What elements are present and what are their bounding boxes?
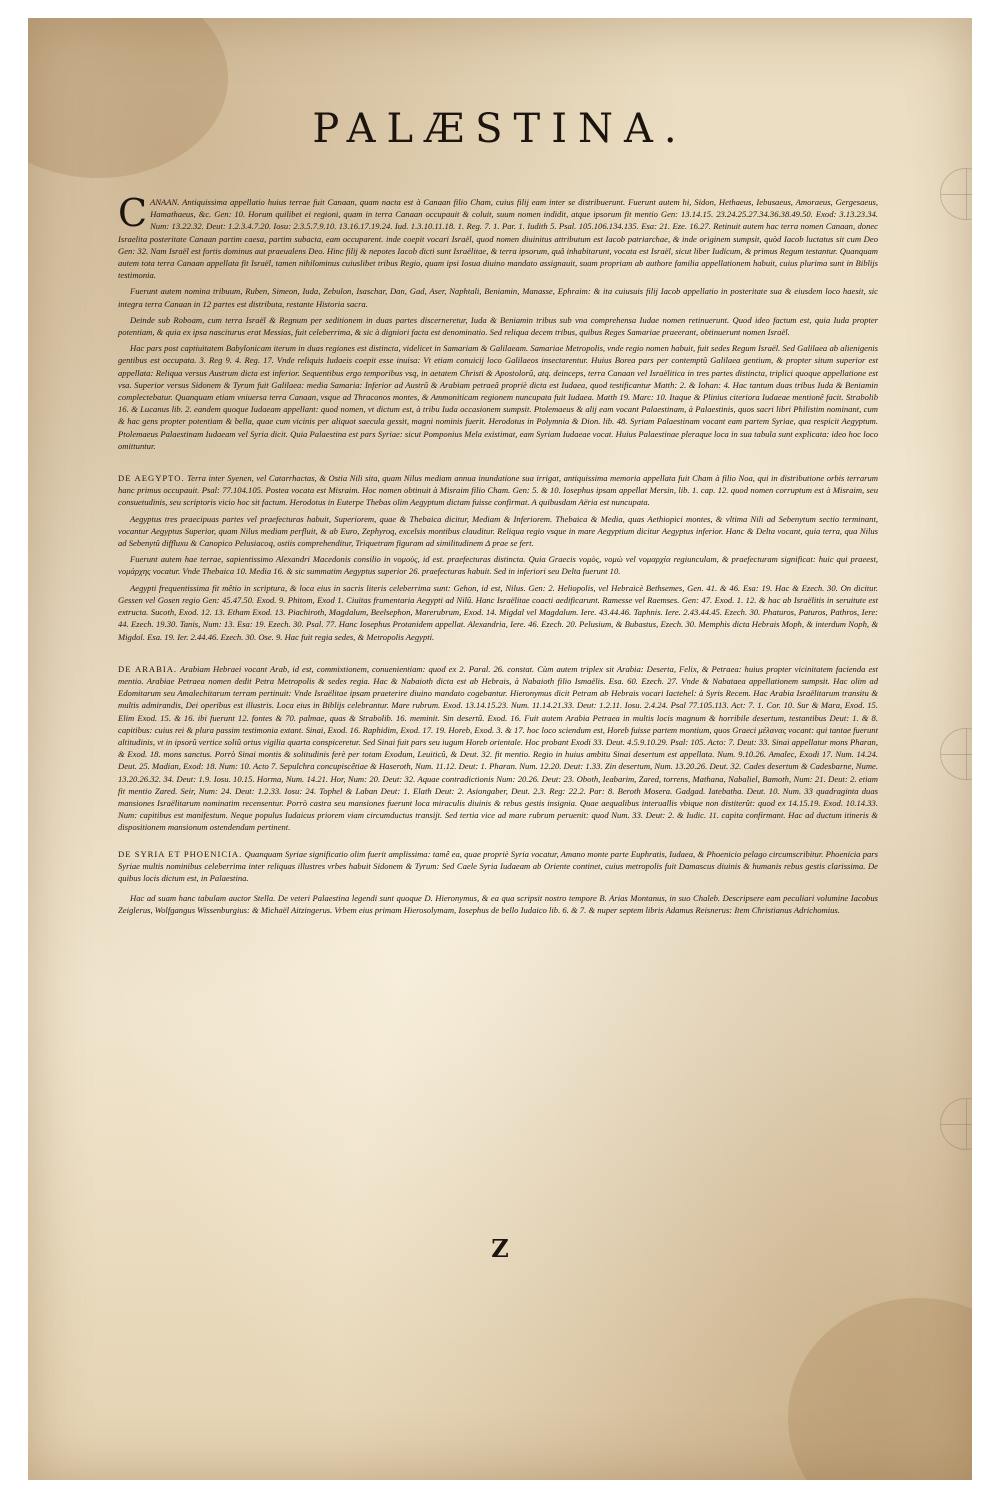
section-paragraph: Terra inter Syenen, vel Catarrhactas, & Ostia Nili sita, quam Nilus mediam annua inundatione sua irrigat, antiquissima memoria appellata fuit Cham à filio Noa, qui in distributione orbis terrarum hanc primus occupauit. Psal: 77.104.105. Postea vocata est Misraim. Hoc nomen obtinuit à Misraim filio Cham. Gen: 5. & 10. Iosephus ipsam appellat Mersin, lib. 1. cap. 12. quod nomen corruptum est à Misraim, seu consuetudinis, seu scriptoris vicio hoc sit factum. Herodotus in Euterpe Thebas olim Aegyptum dictam fuisse confirmat. A quibusdam Aëria est nuncupata. <box>118 473 878 508</box>
watermark-globe-icon <box>940 1098 972 1150</box>
section-aegypto <box>118 472 878 643</box>
section-paragraph: Quanquam Syriae significatio olim fuerit amplissima: tamê ea, quae propriè Syria vocatur, Amano monte parte Euphratis, Iudaea, & Phoenicio pelago circumscribitur. Phoenicia pars Syriae multis nominibus celeberrima inter reliquas illustres vrbes habuit Sidonem & Tyrum: Sed Caele Syria Iudaeam ab Oriente continet, cuius metropolis fuit Damascus diuinis & humanis rebus gestis clarissima. De quibus locis dictum est, in Palaestina. <box>118 848 878 883</box>
intro-paragraph: ANAAN. Antiquissima appellatio huius terrae fuit Canaan, quam nacta est à Canaan filio Cham, cuius filij eam inter se distribuerunt. Fuerunt autem hi, Sidon, Hethaeus, Iebusaeus, Amoraeus, Gergesaeus, Hamathaeus, &c. Gen: 10. Horum quilibet ei regioni, quam in terra Canaan occupauit & coluit, suum nomen indidit, atque ipsorum fit mentio Gen: 13.14.15. 23.24.25.27.34.36.38.49.50. Exod: 3.13.23.34. Num: 13.22.32. Deut: 1.2.3.4.7.20. Iosu: 2.3.5.7.9.10. 13.16.17.19.24. Iud. 1.3.10.11.18. 1. Reg. 7. 1. Par. 1. Iudith 5. Psal. 105.106.134.135. Esa: 21. Eze. 16.27. Retinuit autem hac terra nomen Canaan, donec Israelita posteritate Canaan partim caesa, partim subacta, eam occuparent. inde coepit vocari Israël, quod nomen diuinitus attributum est Iacob patriarchae, & inde originem sumpsit, quòd Iacob luctatus sit cum Deo Gen: 32. Nam Israël est fortis dominus aut praeualens Deo. Hinc filij & nepotes Iacob dicti sunt Israëlitae, & terra ipsorum, quâ inhabitarunt, vocata est Israël, sicut liber Iudicum, & primus Regum testantur. Quanquam autem tota terra Canaan appellata fit Israël, tamen nihilominus cuiuslibet tribus Regio, quam ipsi Iosua diuino mandato assignauit, suam propriam ab authore familia appellationem habuit, cuius plurima sunt in Biblijs testimonia. <box>118 197 878 281</box>
section-arabia <box>118 663 878 834</box>
section-paragraph: Arabiam Hebraei vocant Arab, id est, commixtionem, conuenientiam: quod ex 2. Paral. 26. constat. Cùm autem triplex sit Arabia: Deserta, Felix, & Petraea: huius propter vicinitatem facienda est mentio. Arabiae Petraea nomen dedit Petra Metropolis & sedes regia. Hac & Nabaioth dicta est ab Hebrais, à Nabaioth filio Ismaëlis. Esa. 60. Ezech. 27. Vnde & Nabataea appellationem sumpsit. Hac olim ad Edomitarum seu Amalechitarum terram pertinuit: Vnde Israëlitae ipsam praeterire diuino mandato cogebantur. Hieronymus dicit Petram ab Hebrais vocari Iactehel: à Syris Recem. Hac Arabia Israëlitarum transitu & multis admirandis, Dei operibus est illustris. Loca eius in Biblijs celebrantur. Mare rubrum. Exod. 13.14.15.23. Num. 11.14.21.33. Deut: 1.2.11. Iosu. 2.4.24. Psal 77.105.113. Act: 7. 1. Cor. 10. Sur & Mara, Exod. 15. Elim Exod. 15. & 16. ibi fuerunt 12. fontes & 70. palmae, quas & Strabolib. 16. meminit. Sin desertû. Exod. 16. Fuit autem Arabia Petraea in multis locis magnum & horribile desertum, testantibus Deut: 1. & 8. capitibus: cuius rei & plura passim testimonia extant. Sinai, Exod. 16. Raphidim, Exod. 17. 19. Horeb, Exod. 3. & 17. hoc loco sciendum est, Horeb fuisse partem montium, quos Graeci μέλανας vocant: qui tantae fuerunt altitudinis, vt in ipsorû vertice soliû ortus vigilia quarta conspiceretur. Sed Sinai fuit pars seu iugum Horeb orientale. Hoc probant Exodi 33. Deut. 4.5.9.10.29. Psal: 105. Acto: 7. Deut: 33. Sinai appellatur mons Pharan, & Exod. 18. mons sanctus. Porrò Sinai montis & solitudinis ferè per totam Exodum, Leuiticû, & Deut. 32. fit mentio. Regio in huius ambitu Sinai desertum est appellata. Num. 9.10.26. Amalec, Exodi 17. Num. 14.24. Deut. 25. Madian, Exod: 18. Num: 10. Acto 7. Sepulchra concupiscêtiae & Haseroth, Num. 11.12. Deut: 1. Pharan. Num. 12.20. Deut: 1.33. Zin desertum, Num. 13.20.26. Deut. 32. Cades desertum & Cadesbarne, Nume. 13.20.26.32. 34. Deut: 1.9. Iosu. 10.15. Horma, Num. 14.21. Hor, Num: 20. Deut: 32. Aquae contradictionis Num: 20.26. Deut: 23. Oboth, Ieabarim, Zared, torrens, Mathana, Nabaliel, Bamoth, Num: 21. Deut: 2. etiam fit mentio Zared. Seir, Num: 24. Deut: 1.2.33. Iosu: 24. Tophel & Laban Deut: 1. Elath Deut: 2. Asiongaber, Deut. 2.3. Reg: 22.2. Par: 8. Beroth Mosera. Gadgad. Iatebatha. Deut. 10. Num. 33 quadraginta duas mansiones Israëlitarum nominatim recensentur. Porrò castra seu mansiones fuerunt loca miraculis diuinis & rebus gestis insignia. Quae aequalibus interuallis vbique non distiterût: quod ex 14.15.19. Exod. 10.14.33. Num: capitibus est manifestum. Neque populus Iudaicus priorem viam circumductus transijt. Sed tertia vice ad mare rubrum peruenit: quod Num. 33. Deut: 2. & Iudic. 11. capita confirmant. Hac ad ductum itineris & dispositionem mansionum ostendendam pertinent. <box>118 663 878 833</box>
drop-cap: C <box>118 191 148 235</box>
section-paragraph: Aegypti frequentissima fit mêtio in scriptura, & loca eius in sacris literis celeberrima sunt: Gehon, id est, Nilus. Gen: 2. Heliopolis, vel Hebraicè Bethsemes, Gen. 41. & 46. Esa: 19. Hac & Ezech. 30. On dicitur. Gessen vel Gosen regio Gen: 45.47.50. Exod. 9. Phitom, Exod 1. Ciuitas frumentaria Aegypti ad Nilû. Hanc Israëlitae coacti aedificarunt. Ramesse vel Raemses. Gen: 47. Exod. 1. 12. & hac ab Israëlitis in seruitute est extructa. Sucoth, Exod. 12. 13. Etham Exod. 13. Piachiroth, Magdalum, Beelsephon, Marerubrum, Exod. 14. Migdal vel Magdalum. Iere. 43.44.46. Taphnis. Iere. 2.43.44.45. Ezech. 30. Phaturos, Paturos, Pathros, Iere: 44. Ezech. 19.30. Tanis, Num: 13. Esa: 19. Ezech. 30. Psal. 77. Hanc Iosephus Protanidem appellat. Alexandria, Iere. 46. Ezech. 20. Pelusium, & Bubastus, Ezech. 30. Memphis dicta Hebrais Moph, & interdum Noph, & Migdol. Esa. 19. Ier. 2.44.46. Ezech. 30. Ose. 9. Hac fuit regia sedes, & Metropolis Aegypti. <box>118 582 878 642</box>
section-syria <box>118 848 878 917</box>
intro-paragraph: Hac pars post captiuitatem Babylonicam iterum in duas regiones est distincta, videlicet in Samariam & Galilaeam. Samariae Metropolis, vnde regio nomen habuit, fuit sedes Regum Israël. Sed Galilaea ab alienigenis gentibus est occupata. 3. Reg 9. 4. Reg. 17. Vnde reliquis Iudaeis coepit esse inuisa: Vt etiam conuicij loco Galilaeos insectarentur. Huius Borea pars per contemptû Galilaea gentium, & propter situm superior est appellata: Reliqua versus Austrum dicta est inferior. Sequentibus ergo temporibus vsq, in aetatem Christi & Apostolorû, atq. deinceps, terra Canaan vel Israëlitica in tres partes distincta, triplici quoque appellatione est vsa. Superior versus Sidonem & Tyrum fuit Galilaea: media Samaria: Inferior ad Austrû & Arabiam petraeâ propriè dicta est Iudaea, quod testificantur Matth: 2. & Iohan: 4. Hac tantum duas tribus Iuda & Beniamin complectebatur. Quanquam etiam vniuersa terra Canaan, vsque ad Thraconos montes, & Ammoniticam regionem nuncupata fuit Iudaea. Matth 19. Marc: 10. Itaque & Plinius citeriora Iudaeae mentionê facit. Strabolib 16. & Lucanus lib. 2. eandem quoque Iudaeam appellant: quod nomen, vt dictum est, à tribu Iuda occasionem sumpsit. Ptolemaeus & alij eam vocant Palaestinam, à Palaestinis, quos sacri libri Philistim nominant, cum & hac gens propter potentiam & bella, quae cum vicinis per aliquot saecula gessit, magni nominis fuerit. Herodotus in Polymnia & Dion. lib. 48. Syriam Palaestinam vocant eam partem Syriae, qua respicit Aegyptum. Ptolemaeus Palaestinam Iudaeam vel Syria dicit. Quia Palaestina est pars Syriae: sicut Pomponius Mela existimat, eam Syriam Iudaeae vocat. Huius Palaestinae pleraque loca in sua tabula sunt explicata: ideo hoc loco omittuntur. <box>118 343 878 451</box>
section-paragraph: Aegyptus tres praecipuas partes vel praefecturas habuit, Superiorem, quae & Thebaica dicitur, Mediam & Inferiorem. Thebaica & Media, quas Aethiopici montes, & vltima Nili ad Sebenytum sectio terminant, vocantur Aegyptus Superior, quam Nilus mediam perfluit, & ab Euro, Zephyroq, excelsis montibus clauditur. Reliqua regio vsque in mare Aegyptium dicitur Aegyptus inferior. Hanc & Delta vocant, quia terra, qua Nilus ad Sebenytû diffluxu & Canopico Pelusiacoq, ostiis comprehenditur, Triquetram figuram ad similitudinem Δ prae se fert. <box>118 513 878 549</box>
section-heading: DE SYRIA ET PHOENICIA. <box>118 848 243 859</box>
section-heading: DE ARABIA. <box>118 663 178 674</box>
signature-mark: Z <box>491 1234 509 1263</box>
paper-stain <box>28 18 228 178</box>
section-paragraph: Fuerunt autem hae terrae, sapientissimo Alexandri Macedonis consilio in νομοὺς, id est. praefecturas distincta. Quia Graecis νομὸς, νομὼ vel νομαρχία regiunculam, & praefecturam significat: huic qui praeest, νομάρχης vocatur. Vnde Thebaica 10. Media 16. & sic summatim Aegyptus superior 26. praefecturas habuit. Sed in inferiori seu Delta fuerunt 10. <box>118 554 878 577</box>
intro-section <box>118 191 878 452</box>
paper-sheet <box>28 18 972 1480</box>
watermark-globe-icon <box>940 168 972 220</box>
intro-paragraph: Fuerunt autem nomina tribuum, Ruben, Simeon, Iuda, Zebulon, Isaschar, Dan, Gad, Aser, Naphtali, Beniamin, Manasse, Ephraim: & ita cuiusuis filij Iacob appellatio in posteritate sua & eiusdem loco haesit, sic integra terra Canaan in 12 partes est distributa, restante Historia sacra. <box>118 286 878 309</box>
page-title: PALÆSTINA. <box>312 106 688 152</box>
section-paragraph: Hac ad suam hanc tabulam auctor Stella. De veteri Palaestina legendi sunt quoque D. Hieronymus, & ea qua scripsit nostro tempore B. Arias Montanus, in suo Chaleb. Descripsere eam peculiari volumine Iacobus Zeiglerus, Wolfgangus Wissenburgius: & Michaël Aitzingerus. Vrbem eius primam Hierosolymam, Iosephus de bello Iudaico lib. 6. & 7. & nuper septem libris Adamus Reisnerus: Item Christianus Adrichomius. <box>118 893 878 916</box>
section-heading: DE AEGYPTO. <box>118 473 185 484</box>
intro-paragraph: Deinde sub Roboam, cum terra Israël & Regnum per seditionem in duas partes discerneretur, Iuda & Beniamin tribus sub vna comprehensa Iudae nomen retinuerunt. Quod ideo factum est, quia Iuda propter potentiam, & quia ex ipsa nasciturus erat Messias, fuit celeberrima, & sic à digniori facta est denominatio. Sed reliqua decem tribus, quibus Reges Samariae praeerant, obtinuerunt nomen Israël. <box>118 314 878 338</box>
paper-stain <box>788 1298 972 1480</box>
watermark-globe-icon <box>940 728 972 780</box>
text-body <box>118 191 878 921</box>
